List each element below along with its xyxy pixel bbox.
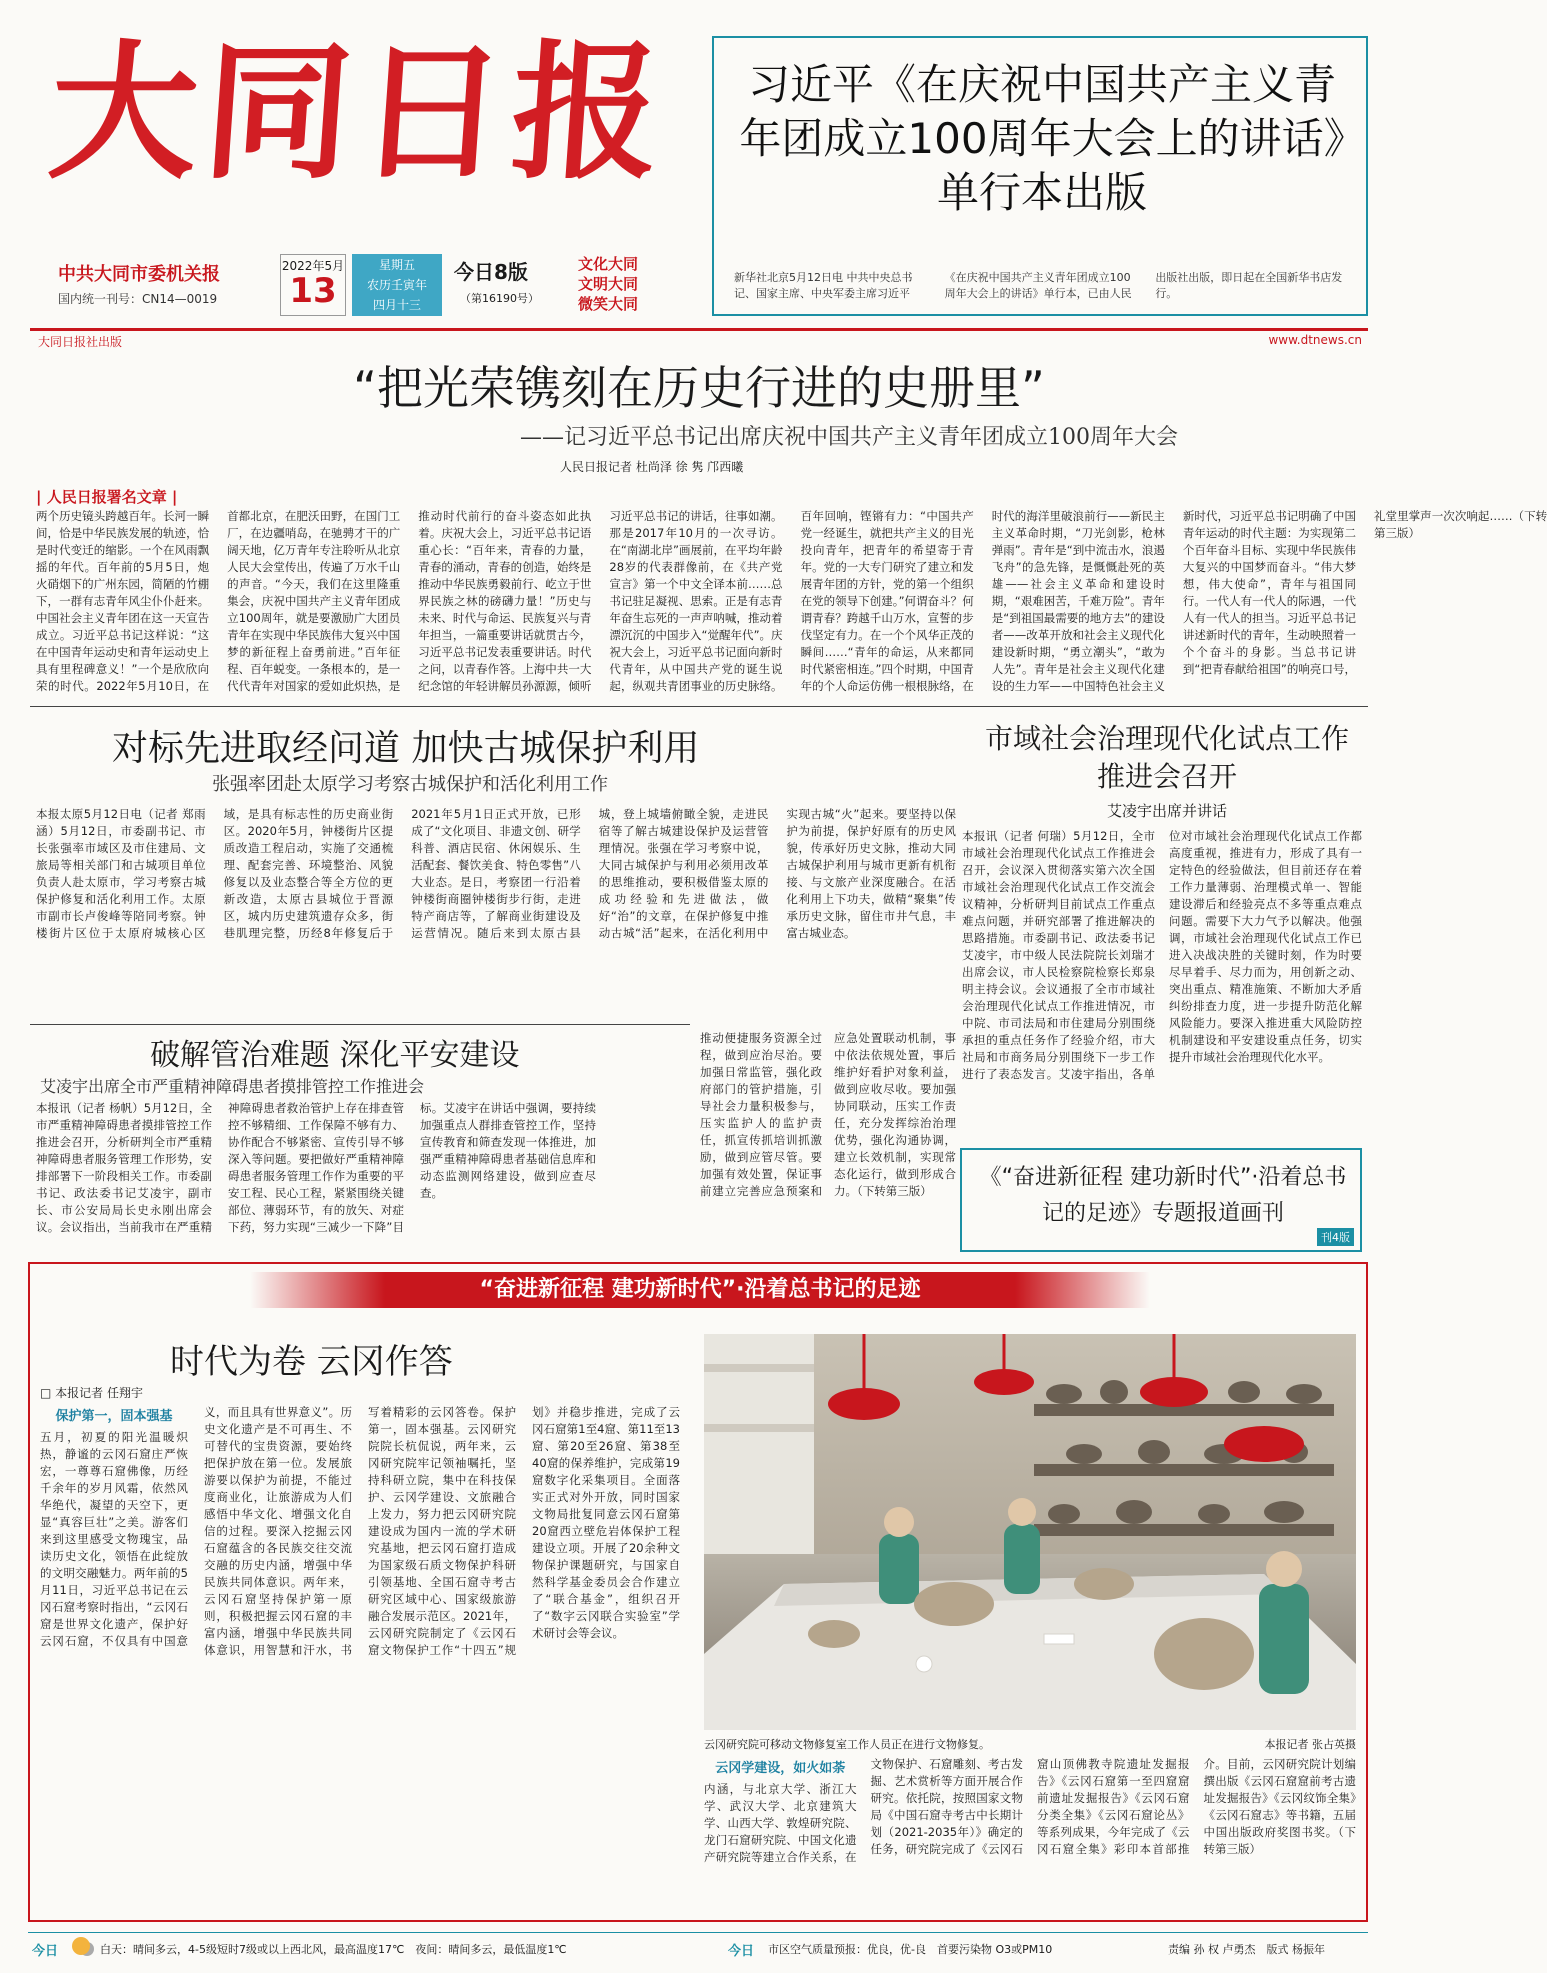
promo-title[interactable]: 《“奋进新征程 建功新时代”·沿着总书记的足迹》专题报道画刊	[979, 1165, 1347, 1226]
feature-photo	[704, 1334, 1356, 1730]
lab-photo-illustration	[704, 1334, 1356, 1730]
slogan: 文明大同	[578, 275, 639, 293]
lead-story-subtitle: ——记习近平总书记出席庆祝中国共产主义青年团成立100周年大会	[520, 425, 1178, 450]
divider	[30, 1024, 690, 1025]
feature-banner	[250, 1272, 1150, 1308]
date-day: 13	[289, 271, 337, 311]
editors-credit: 责编 孙 权 卢勇杰 版式 杨振年	[1168, 1943, 1325, 1956]
weekday-block	[352, 254, 442, 316]
top-story-body: 新华社北京5月12日电 中共中央总书记、国家主席、中央军委主席习近平《在庆祝中国共产主义青年团成立100周年大会上的讲话》单行本，已由人民出版社出版，即日起在全国新华书店发行。	[734, 271, 1343, 300]
story2-subtitle: 张强率团赴太原学习考察古城保护和活化利用工作	[212, 774, 608, 795]
slogan: 文化大同	[578, 255, 639, 273]
website-link[interactable]: www.dtnews.cn	[1268, 333, 1362, 347]
photo-credit: 本报记者 张占英摄	[1264, 1738, 1356, 1751]
lead-story-title[interactable]: “把光荣镌刻在历史行进的史册里”	[353, 361, 1045, 415]
story4-body: 本报讯（记者 杨帆）5月12日，全市严重精神障碍患者摸排管控工作推进会召开，分析研判全市严重精神障碍患者服务管理工作形势，安排部署下一阶段相关工作。市委副书记、政法委书记艾凌宇，副市长、市公安局局长史永刚出席会议。会议指出，当前我市在严重精神障碍患者救治管护上存在排查管控不够精细、工作保障不够有力、协作配合不够紧密、宣传引导不够深入等问题。要把做好严重精神障碍患者服务管理工作作为重要的平安工程、民心工程，紧紧围绕关键部位、薄弱环节，有的放矢、对症下药，努力实现“三减少一下降”目标。艾凌宇在讲话中强调，要持续加强重点人群排查管控工作，坚持宣传教育和筛查发现一体推进，加强严重精神障碍患者基础信息库和动态监测网络建设，做到应查尽查。	[36, 1101, 596, 1234]
air-quality-forecast: 市区空气质量预报：优良，优-良 首要污染物 O3或PM10	[768, 1943, 1053, 1956]
story3-body: 本报讯（记者 何瑞）5月12日，全市市域社会治理现代化试点工作推进会召开，会议深入贯彻落实第六次全国市域社会治理现代化试点工作交流会议精神，分析研判目前试点工作重点难点问题，并研究部署了推进解决的思路措施。市委副书记、政法委书记艾凌宇，市中级人民法院院长刘瑞才出席会议，市人民检察院检察长郑泉明主持会议。会议通报了全市市域社会治理现代化试点工作推进情况，市中院、市司法局和市住建局分别围绕承担的重点任务作了经验介绍，市大社局和市商务局分别围绕下一步工作进行了表态发言。艾凌宇指出，各单位对市域社会治理现代化试点工作都高度重视，推进有力，形成了具有一定特色的经验做法，但目前还存在着工作力量薄弱、治理模式单一、智能建设滞后和经验亮点不多等重点难点问题。需要下大力气予以解决。他强调，市域社会治理现代化试点工作已进入决战决胜的关键时刻，作为时要尽早着手、尽力而为，用创新之动、突出重点、精准施策、不断加大矛盾纠纷排查力度，进一步提升防范化解风险能力。要深入推进重大风险防控机制建设和平安建设重点任务，切实提升市域社会治理现代化水平。	[962, 829, 1362, 1081]
weekday-line: 星期五	[378, 258, 415, 272]
feature-body-text: 五月，初夏的阳光温暖炽热，静谧的云冈石窟庄严恢宏，一尊尊石窟佛像，历经千余年的岁月风霜，依然风华绝代，凝望的天空下，更显“真容巨壮”之美。游客们来到这里感受文物瑰宝，品读历史文化，领悟在此绽放的文明交融魅力。两年前的5月11日，习近平总书记在云冈石窟考察时指出，“云冈石窟是世界文化遗产，保护好云冈石窟，不仅具有中国意义，而且具有世界意义”。历史文化遗产是不可再生、不可替代的宝贵资源，要始终把保护放在第一位。发展旅游要以保护为前提，不能过度商业化，让旅游成为人们感悟中华文化、增强文化自信的过程。要深入挖掘云冈石窟蕴含的各民族交往交流交融的历史内涵，增强中华民族共同体意识。两年来，云冈石窟坚持保护第一原则，积极把握云冈石窟的丰富内涵，增强中华民族共同体意识，用智慧和汗水，书写着精彩的云冈答卷。保护第一，固本强基。云冈研究院院长杭侃说，两年来，云冈研究院牢记领袖嘱托，坚持科研立院，集中在科技保护、云冈学建设、文旅融合上发力，努力把云冈研究院建设成为国内一流的学术研究基地，把云冈石窟打造成为国家级石质文物保护科研引领基地、全国石窟寺考古研究区域中心、国家级旅游融合发展示范区。2021年，云冈研究院制定了《云冈石窟文物保护工作“十四五”规划》并稳步推进，完成了云冈石窟第1至4窟、第11至13窟、第20至26窟、第38至40窟的保养维护，完成第19窟数字化采集项目。全面落实正式对外开放，同时国家文物局批复同意云冈石窟第20窟西立壁危岩体保护工程建设立项。开展了20余种文物保护课题研究，与国家自然科学基金委员会合作建立了“联合基金”，组织召开了“数字云冈联合实验室”学术研讨会等会议。	[40, 1405, 680, 1657]
party-organ-label: 中共大同市委机关报	[58, 264, 220, 285]
story2-title[interactable]: 对标先进取经问道 加快古城保护利用	[112, 728, 700, 769]
weather-forecast: 白天：晴间多云，4-5级短时7级或以上西北风，最高温度17℃ 夜间：晴间多云，最低温度1℃	[100, 1943, 567, 1956]
feature-title[interactable]: 时代为卷 云冈作答	[170, 1342, 453, 1382]
date-block	[280, 254, 346, 316]
issn-label: 国内统一刊号：CN14—0019	[58, 292, 218, 306]
slogans	[578, 254, 638, 314]
photo-caption: 云冈研究院可移动文物修复室工作人员正在进行文物修复。	[704, 1738, 990, 1751]
photo-caption-row	[704, 1736, 1356, 1752]
slogan: 微笑大同	[578, 295, 639, 313]
divider	[30, 706, 1368, 707]
page-count: 今日8版	[454, 260, 528, 284]
publisher-label: 大同日报社出版	[38, 335, 123, 349]
issue-serial: （第16190号）	[460, 292, 539, 305]
promo-box[interactable]	[960, 1148, 1362, 1252]
feature-body-continued	[704, 1756, 1356, 1906]
feature-byline: □ 本报记者 任翔宇	[40, 1386, 143, 1400]
weekday-line: 四月十三	[372, 298, 421, 312]
lead-story-body: 两个历史镜头跨越百年。长河一瞬间，恰是中华民族发展的轨迹，恰是时代变迁的缩影。一个在风雨飘摇的年代。百年前的5月5日，炮火硝烟下的广州东园，简陋的竹棚下，一群有志青年风尘仆仆赶来。中国社会主义青年团在这一天宣告成立。习近平总书记这样说：“这在中国青年运动史和青年运动史上具有里程碑意义！”一个是欣欣向荣的时代。2022年5月10日，在首都北京，在肥沃田野，在国门工厂，在边疆哨岛，在驰骋才干的广阔天地，亿万青年专注聆听从北京人民大会堂传出，传遍了万水千山的声音。“今天，我们在这里隆重集会，庆祝中国共产主义青年团成立100周年，就是要激励广大团员青年在实现中华民族伟大复兴中国梦的新征程上奋勇前进。”百年征程、百年蜕变。一条根本的，是一代代青年对国家的爱如此炽热，是推动时代前行的奋斗姿态如此执着。庆祝大会上，习近平总书记语重心长：“百年来，青春的力量，青春的涌动，青春的创造，始终是推动中华民族勇毅前行、屹立于世界民族之林的磅礴力量！”历史与未来、时代与命运、民族复兴与青年担当，一篇重要讲话就贯古今，习近平总书记发表重要讲话。时代之问，以青春作答。上海中共一大纪念馆的年轻讲解员孙源源，倾听习近平总书记的讲话，往事如潮。那是2017年10月的一次寻访。在“南湖北岸”画展前，在平均年龄28岁的代表群像前，在《共产党宣言》第一个中文全译本前……总书记驻足凝视、思索。正是有志青年奋生忘死的一声声呐喊，推动着漂沉沉的中国步入“觉醒年代”。庆祝大会上，习近平总书记面向新时代青年，从中国共产党的诞生说起，纵观共青团事业的历史脉络。百年回响，铿锵有力：“中国共产党一经诞生，就把共产主义的目光投向青年，把青年的希望寄于青年。党的一大专门研究了建立和发展青年团的方针，党的第一个组织在党的领导下创建。”何谓奋斗？何谓青春？跨越千山万水，宣誓的步伐坚定有力。在一个个风华正茂的瞬间……“青年的命运，从来都同时代紧密相连。”四个时期，中国青年的个人命运仿佛一根根脉络，在时代的海洋里破浪前行——新民主主义革命时期，“刀光剑影，枪林弹雨”。青年是“到中流击水，浪遏飞舟”的急先锋，是慨慨赴死的英雄——社会主义革命和建设时期，“艰难困苦，千难万险”。青年是“到祖国最需要的地方去”的建设者——改革开放和社会主义现代化建设新时期，“勇立潮头”，“敢为人先”。青年是社会主义现代化建设的生力军——中国特色社会主义新时代，习近平总书记明确了中国青年运动的时代主题：为实现第二个百年奋斗目标、实现中华民族伟大复兴的中国梦而奋斗。“伟大梦想，伟大使命”，青年与祖国同行。一代人有一代人的际遇，一代人有一代人的担当。习近平总书记讲述新时代的青年，生动映照着一个个奋斗的身影。当总书记讲到“把青春献给祖国”的响亮口号，礼堂里掌声一次次响起……（下转第三版）	[36, 509, 1547, 693]
publisher-bar	[30, 328, 1368, 350]
story4-title[interactable]: 破解管治难题 深化平安建设	[150, 1038, 520, 1073]
feature-subhead: 保护第一，固本强基	[55, 1409, 173, 1424]
weather-label: 今日	[32, 1944, 59, 1959]
top-story-title[interactable]: 习近平《在庆祝中国共产主义青年团成立100周年大会上的讲话》单行本出版	[739, 60, 1345, 217]
lead-story-byline: 人民日报记者 杜尚泽 徐 隽 邝西曦	[560, 460, 744, 474]
story3-subtitle: 艾凌宇出席并讲话	[1106, 802, 1227, 820]
feature-body	[40, 1404, 680, 1904]
promo-page-tag[interactable]: 刊4版	[1317, 1228, 1354, 1246]
masthead	[30, 25, 710, 328]
air-quality-label: 今日	[728, 1944, 755, 1959]
weekday-line: 农历壬寅年	[366, 278, 427, 292]
date-year-month: 2022年5月	[281, 259, 345, 273]
feature-banner-text: “奋进新征程 建功新时代”·沿着总书记的足迹	[479, 1277, 921, 1302]
section-tag: | 人民日报署名文章 |	[36, 488, 178, 506]
story3-title[interactable]: 市域社会治理现代化试点工作推进会召开	[984, 722, 1349, 793]
story4-body-continued: 推动便捷服务资源全过程，做到应治尽治。要加强日常监管，强化政府部门的管护措施，引导社会力量积极参与，压实监护人的监护责任，抓宣传抓培训抓激励，做到应管尽管。要加强有效处置，保证事前建立完善应急预案和应急处置联动机制，事中依法依规处置，事后维护好看护对象利益，做到应收尽收。要加强协同联动，压实工作责任，充分发挥综治治理优势，强化沟通协调，建立长效机制，实现常态化运行，做到形成合力。（下转第三版）	[700, 1031, 956, 1198]
story2-body: 本报太原5月12日电（记者 郑雨涵）5月12日，市委副书记、市长张强率市域区及市住建局、文旅局等相关部门和古城项目单位负责人赴太原市，学习考察古城保护修复和活化利用工作。太原市副市长卢俊峰等陪同考察。钟楼街片区位于太原府城核心区域，是具有标志性的历史商业街区。2020年5月，钟楼街片区提质改造工程启动，实施了交通梳理、配套完善、环境整治、风貌修复以及业态整合等全方位的更新改造，太原古县城位于晋源区，城内历史建筑遗存众多，街巷肌理完整，历经8年修复后于2021年5月1日正式开放，已形成了“文化项目、非遗文创、研学科普、酒店民宿、休闲娱乐、生活配套、餐饮美食、特色零售”八大业态。是日，考察团一行沿着钟楼街商圈钟楼街步行街，走进特产商店等，了解商业街建设及运营情况。随后来到太原古县城，登上城墙俯瞰全貌，走进民宿等了解古城建设保护及运营管理情况。张强在学习考察中说，大同古城保护与利用必须用改革的思维推动，要积极借鉴太原的成功经验和先进做法，做好“治”的文章，在保护修复中推动古城“活”起来，在活化利用中实现古城“火”起来。要坚持以保护为前提，保护好原有的历史风貌，传承好历史文脉，推动大同古城保护利用与城市更新有机衔接、与文旅产业深度融合。在活化利用上下功夫，做精“聚集”传承历史文脉，留住市井气息，丰富古城业态。	[36, 807, 956, 940]
story4-subtitle: 艾凌宇出席全市严重精神障碍患者摸排管控工作推进会	[40, 1077, 425, 1096]
feature-subhead: 云冈学建设，如火如荼	[715, 1761, 846, 1776]
footer-bar	[28, 1932, 1368, 1960]
newspaper-logo: 大同日报	[43, 25, 673, 199]
partly-cloudy-icon	[72, 1937, 90, 1955]
top-story-box[interactable]	[712, 36, 1368, 316]
feature-body-text: 内涵，与北京大学、浙江大学、武汉大学、北京建筑大学、山西大学、敦煌研究院、龙门石窟研究院、中国文化遗产研究院等建立合作关系，在文物保护、石窟雕刻、考古发掘、艺术赏析等方面开展合作研究。依托院，按照国家文物局《中国石窟寺考古中长期计划（2021-2035年）》确定的任务，研究院完成了《云冈石窟山顶佛教寺院遗址发掘报告》《云冈石窟第一至四窟窟前遗址发掘报告》《云冈石窟分类全集》《云冈石窟论丛》等系列成果，今年完成了《云冈石窟全集》彩印本首部推介。目前，云冈研究院计划编撰出版《云冈石窟窟前考古遗址发掘报告》《云冈纹饰全集》《云冈石窟志》等书籍，五届中国出版政府奖图书奖。（下转第三版）	[704, 1757, 1356, 1864]
